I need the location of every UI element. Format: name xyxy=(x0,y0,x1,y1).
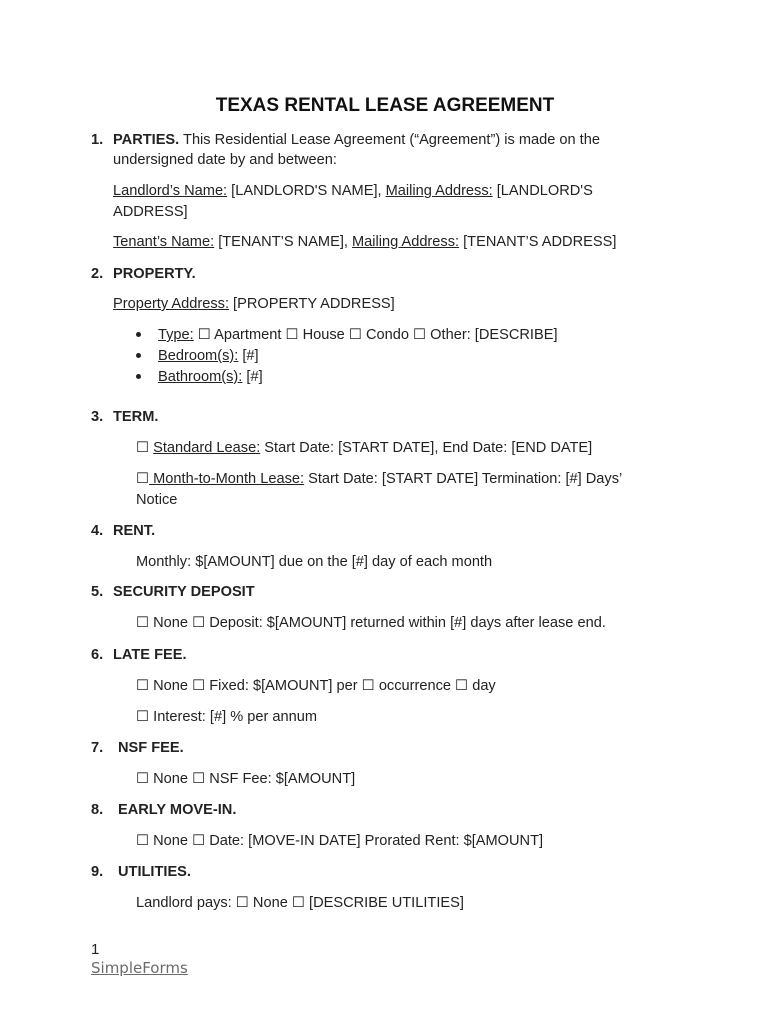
section-number: 6. xyxy=(91,647,104,663)
footer-brand-link[interactable]: SimpleForms xyxy=(91,959,188,977)
field-label: Standard Lease: xyxy=(153,440,261,456)
section-number: 4. xyxy=(91,523,104,539)
field-value: [#] xyxy=(242,369,263,385)
bullet-bathrooms xyxy=(158,367,263,388)
field-label: Mailing Address: xyxy=(351,234,460,250)
field-value: [#] xyxy=(238,348,259,364)
section-heading: UTILITIES. xyxy=(118,864,191,880)
section-number: 3. xyxy=(91,409,104,425)
late-fee-line: ☐ None ☐ Fixed: $[AMOUNT] per ☐ occurrence ☐ day xyxy=(136,678,496,694)
field-label: Type: xyxy=(158,327,194,343)
checkbox-icon: ☐ xyxy=(136,471,150,487)
field-value: [LANDLORD'S NAME], xyxy=(227,183,386,199)
bullet-bedrooms xyxy=(158,346,259,367)
field-label: Property Address: xyxy=(113,296,229,312)
field-value: Start Date: [START DATE], End Date: [END DATE] xyxy=(260,440,593,456)
checkbox-icon: ☐ xyxy=(136,440,154,456)
section-number: 8. xyxy=(91,802,104,818)
section-number: 1. xyxy=(91,132,104,148)
field-label: Landlord’s Name: xyxy=(113,183,228,199)
section-number: 5. xyxy=(91,584,104,600)
field-value: ADDRESS] xyxy=(113,204,188,220)
field-value: [PROPERTY ADDRESS] xyxy=(229,296,395,312)
page-number: 1 xyxy=(91,941,100,958)
section-number: 2. xyxy=(91,266,104,282)
section-heading: NSF FEE. xyxy=(118,740,184,756)
landlord-line xyxy=(113,181,593,202)
field-label: Bathroom(s): xyxy=(158,369,243,385)
field-label: Mailing Address: xyxy=(385,183,493,199)
section-heading: EARLY MOVE-IN. xyxy=(118,802,237,818)
field-value: Notice xyxy=(136,492,178,508)
tenant-line xyxy=(113,232,616,253)
field-label: Bedroom(s): xyxy=(158,348,239,364)
section-heading: SECURITY DEPOSIT xyxy=(113,584,255,600)
bullet-icon xyxy=(136,374,141,379)
early-move-in-line: ☐ None ☐ Date: [MOVE-IN DATE] Prorated Rent: $[AMOUNT] xyxy=(136,833,544,849)
field-label: Tenant’s Name: xyxy=(113,234,215,250)
section-1-line-1 xyxy=(113,130,600,151)
field-value: [TENANT’S ADDRESS] xyxy=(459,234,617,250)
deposit-line: ☐ None ☐ Deposit: $[AMOUNT] returned within [#] days after lease end. xyxy=(136,615,606,631)
bullet-type xyxy=(158,325,558,346)
utilities-line: Landlord pays: ☐ None ☐ [DESCRIBE UTILITIES] xyxy=(136,895,464,911)
section-heading: RENT. xyxy=(113,523,156,539)
property-address-line xyxy=(113,294,395,315)
document-title: TEXAS RENTAL LEASE AGREEMENT xyxy=(215,95,555,116)
bullet-icon xyxy=(136,332,141,337)
standard-lease-line xyxy=(136,438,592,459)
bullet-icon xyxy=(136,353,141,358)
field-value: Start Date: [START DATE] Termination: [#] Days’ xyxy=(304,471,623,487)
nsf-fee-line: ☐ None ☐ NSF Fee: $[AMOUNT] xyxy=(136,771,356,787)
section-heading: TERM. xyxy=(113,409,159,425)
field-value: [LANDLORD'S xyxy=(492,183,593,199)
section-heading: PARTIES. xyxy=(113,132,180,148)
section-heading: PROPERTY. xyxy=(113,266,196,282)
section-heading: LATE FEE. xyxy=(113,647,187,663)
field-value: ☐ Apartment ☐ House ☐ Condo ☐ Other: [DESCRIBE] xyxy=(193,327,558,343)
section-text: undersigned date by and between: xyxy=(113,152,337,168)
interest-line: ☐ Interest: [#] % per annum xyxy=(136,709,317,725)
rent-line: Monthly: $[AMOUNT] due on the [#] day of each month xyxy=(136,554,493,570)
section-text: This Residential Lease Agreement (“Agreement”) is made on the xyxy=(179,132,600,148)
month-to-month-line xyxy=(136,469,622,490)
field-value: [TENANT’S NAME], xyxy=(214,234,352,250)
section-number: 7. xyxy=(91,740,104,756)
section-number: 9. xyxy=(91,864,104,880)
field-label: Month-to-Month Lease: xyxy=(149,471,305,487)
